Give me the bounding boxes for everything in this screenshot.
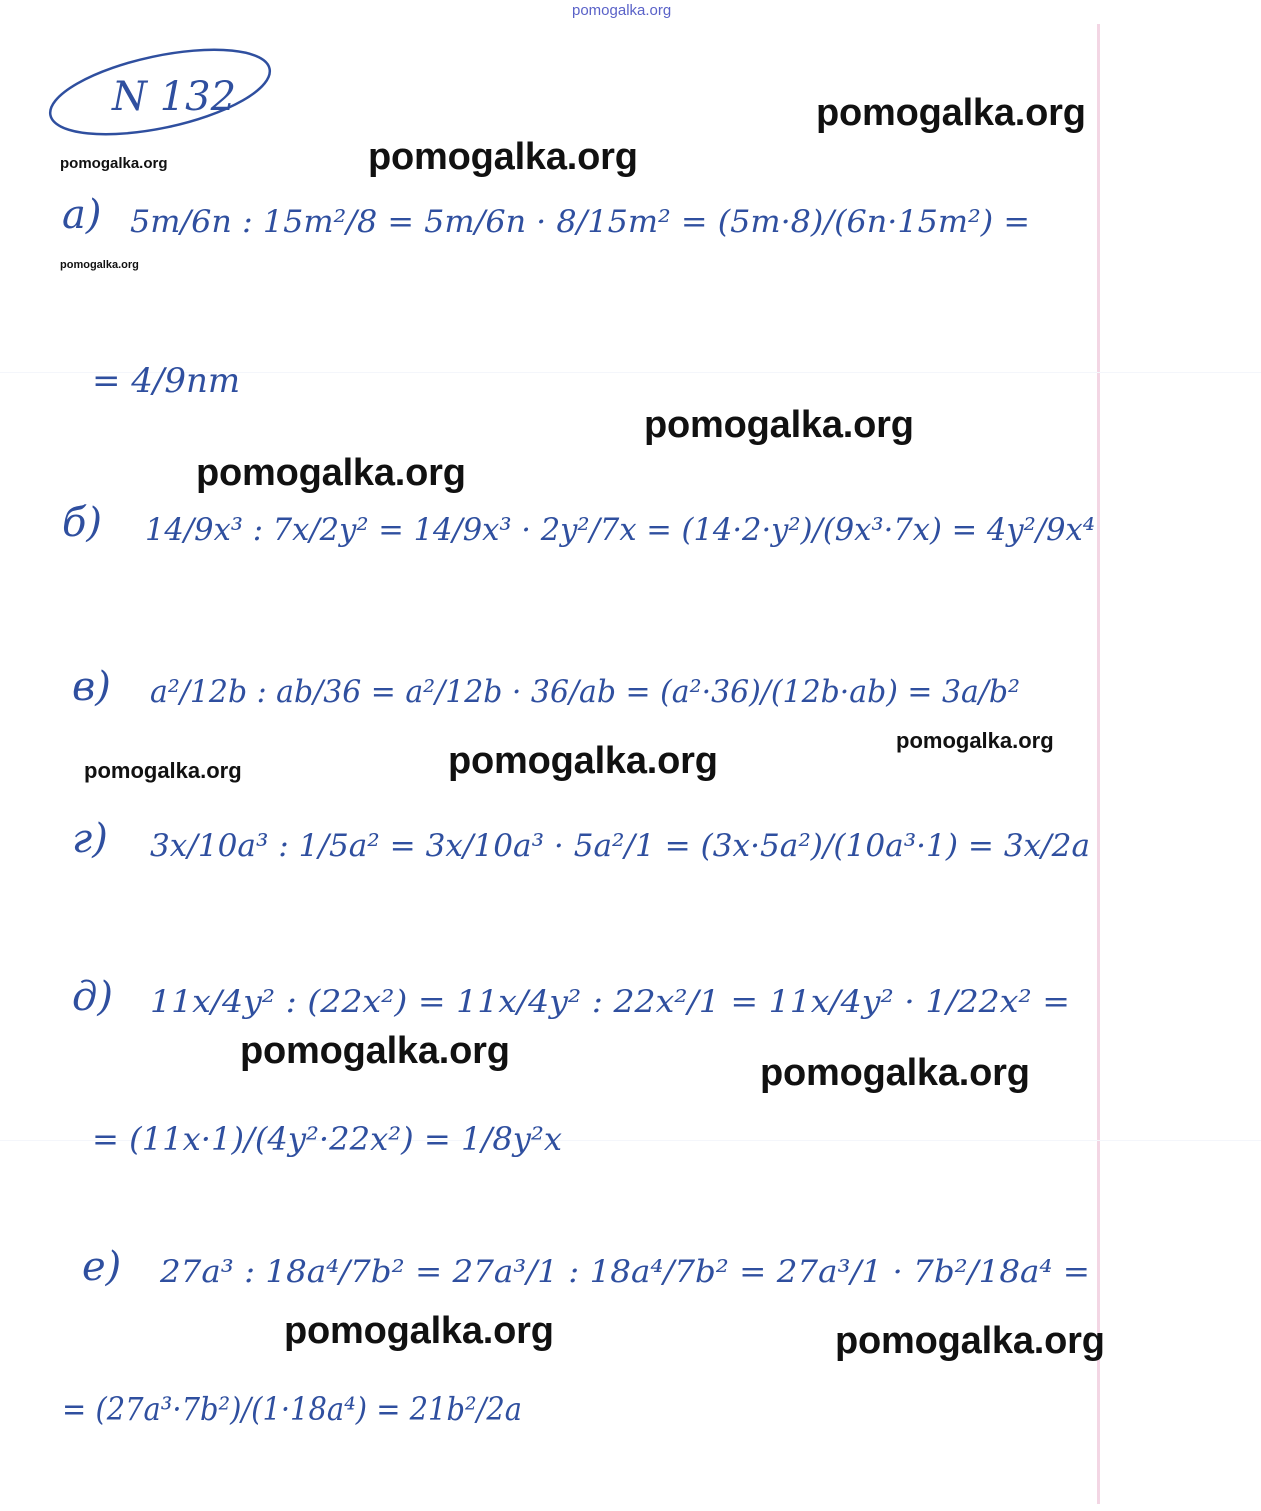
watermark: pomogalka.org bbox=[368, 136, 638, 178]
watermark: pomogalka.org bbox=[60, 259, 139, 271]
watermark: pomogalka.org bbox=[284, 1310, 554, 1352]
part-v-line1: a²/12b : ab/36 = a²/12b · 36/ab = (a²·36)/(12b·ab) = 3a/b² bbox=[150, 674, 1020, 710]
watermark: pomogalka.org bbox=[448, 740, 718, 782]
part-g-line1: 3x/10a³ : 1/5a² = 3x/10a³ · 5a²/1 = (3x·5a²)/(10a³·1) = 3x/2a bbox=[150, 828, 1090, 864]
watermark: pomogalka.org bbox=[60, 155, 168, 172]
part-v-label: в) bbox=[72, 664, 111, 710]
part-b-line1: 14/9x³ : 7x/2y² = 14/9x³ · 2y²/7x = (14·2·y²)/(9x³·7x) = 4y²/9x⁴ bbox=[145, 512, 1095, 548]
watermark: pomogalka.org bbox=[816, 92, 1086, 134]
part-e-line2: = (27a³·7b²)/(1·18a⁴) = 21b²/2a bbox=[62, 1390, 522, 1428]
watermark: pomogalka.org bbox=[644, 404, 914, 446]
part-b-label: б) bbox=[62, 500, 103, 546]
part-a-line2: = 4/9nm bbox=[92, 361, 241, 401]
watermark-top: pomogalka.org bbox=[572, 2, 672, 19]
watermark: pomogalka.org bbox=[84, 758, 242, 783]
part-e-line1: 27a³ : 18a⁴/7b² = 27a³/1 : 18a⁴/7b² = 27a³/1 · 7b²/18a⁴ = bbox=[158, 1254, 1090, 1290]
part-d-label: д) bbox=[72, 974, 113, 1020]
part-a-line1: 5m/6n : 15m²/8 = 5m/6n · 8/15m² = (5m·8)/(6n·15m²) = bbox=[130, 204, 1030, 240]
part-a-label: а) bbox=[62, 192, 102, 238]
exercise-title: N 132 bbox=[112, 74, 237, 120]
watermark: pomogalka.org bbox=[196, 452, 466, 494]
watermark: pomogalka.org bbox=[760, 1052, 1030, 1094]
watermark: pomogalka.org bbox=[896, 728, 1054, 753]
watermark: pomogalka.org bbox=[240, 1030, 510, 1072]
part-d-line2: = (11x·1)/(4y²·22x²) = 1/8y²x bbox=[92, 1120, 562, 1158]
part-e-label: е) bbox=[82, 1244, 122, 1290]
part-d-line1: 11x/4y² : (22x²) = 11x/4y² : 22x²/1 = 11x/4y² · 1/22x² = bbox=[150, 984, 1070, 1020]
part-g-label: г) bbox=[72, 816, 108, 862]
watermark: pomogalka.org bbox=[835, 1320, 1105, 1362]
